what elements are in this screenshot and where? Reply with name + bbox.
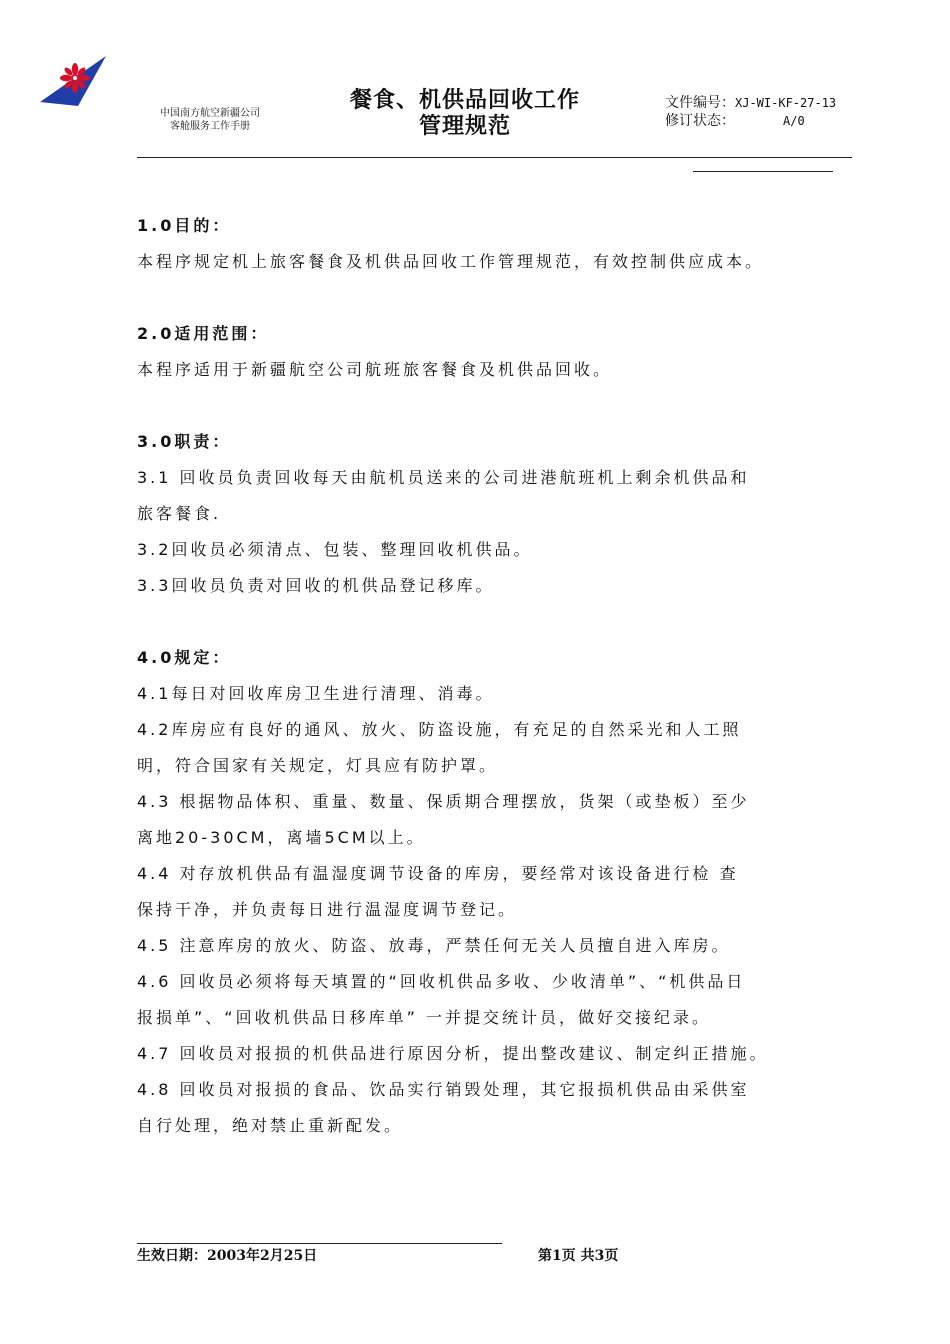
body-line: 本程序规定机上旅客餐食及机供品回收工作管理规范，有效控制供应成本。: [137, 252, 765, 271]
body-line: 4.3 根据物品体积、重量、数量、保质期合理摆放，货架（或垫板）至少: [137, 792, 750, 811]
body-line: 3.1 回收员负责回收每天由航机员送来的公司进港航班机上剩余机供品和: [137, 468, 750, 487]
section-responsibilities: [137, 424, 867, 604]
manual-name: 客舱服务工作手册: [170, 121, 250, 132]
page-number: 第1页 共3页: [538, 1248, 619, 1264]
body-line: 3.2回收员必须清点、包装、整理回收机供品。: [137, 540, 533, 559]
body-line: 报损单”、“回收机供品日移库单” 一并提交统计员，做好交接纪录。: [137, 1008, 711, 1027]
doc-number-value: XJ-WI-KF-27-13: [735, 96, 837, 110]
section-heading: 4.0规定：: [137, 648, 232, 667]
revision-value: A/0: [783, 114, 805, 128]
section-scope: [137, 316, 867, 388]
body-line: 离地20-30CM，离墙5CM以上。: [137, 828, 426, 847]
body-line: 4.1每日对回收库房卫生进行清理、消毒。: [137, 684, 495, 703]
header-sub-divider: [693, 171, 833, 172]
revision-label: 修订状态：: [665, 113, 735, 129]
section-purpose: [137, 208, 867, 280]
doc-number-row: [665, 94, 836, 112]
body-line: 旅客餐食.: [137, 504, 222, 523]
doc-number-label: 文件编号：: [665, 95, 735, 111]
body-line: 4.5 注意库房的放火、防盗、放毒，严禁任何无关人员擅自进入库房。: [137, 936, 731, 955]
body-line: 4.8 回收员对报损的食品、饮品实行销毁处理，其它报损机供品由采供室: [137, 1080, 750, 1099]
section-heading: 2.0适用范围：: [137, 324, 270, 343]
effective-date: 生效日期：2003年2月25日: [137, 1248, 318, 1264]
company-name: 中国南方航空新疆公司: [160, 108, 260, 119]
section-heading: 3.0职责：: [137, 432, 232, 451]
body-line: 保持干净，并负责每日进行温湿度调节登记。: [137, 900, 518, 919]
body-line: 4.7 回收员对报损的机供品进行原因分析，提出整改建议、制定纠正措施。: [137, 1044, 769, 1063]
section-heading: 1.0目的：: [137, 216, 232, 235]
footer-divider: [137, 1243, 502, 1244]
china-southern-logo-icon: [38, 52, 108, 108]
body-line: 本程序适用于新疆航空公司航班旅客餐食及机供品回收。: [137, 360, 613, 379]
revision-row: [665, 112, 836, 130]
body-line: 明，符合国家有关规定，灯具应有防护罩。: [137, 756, 499, 775]
body-line: 3.3回收员负责对回收的机供品登记移库。: [137, 576, 495, 595]
title-line-1: 餐食、机供品回收工作: [349, 88, 580, 113]
section-regulations: [137, 640, 867, 1144]
body-line: 4.4 对存放机供品有温湿度调节设备的库房，要经常对该设备进行检 查: [137, 864, 739, 883]
body-line: 4.2库房应有良好的通风、放火、防盗设施，有充足的自然采光和人工照: [137, 720, 742, 739]
document-title: [330, 88, 600, 140]
document-body: [137, 208, 867, 1144]
company-block: [140, 107, 280, 133]
body-line: 自行处理，绝对禁止重新配发。: [137, 1116, 404, 1135]
title-line-2: 管理规范: [418, 114, 511, 139]
body-line: 4.6 回收员必须将每天填置的“回收机供品多收、少收清单”、“机供品日: [137, 972, 746, 991]
header-divider: [137, 157, 852, 158]
document-meta: [665, 94, 836, 130]
